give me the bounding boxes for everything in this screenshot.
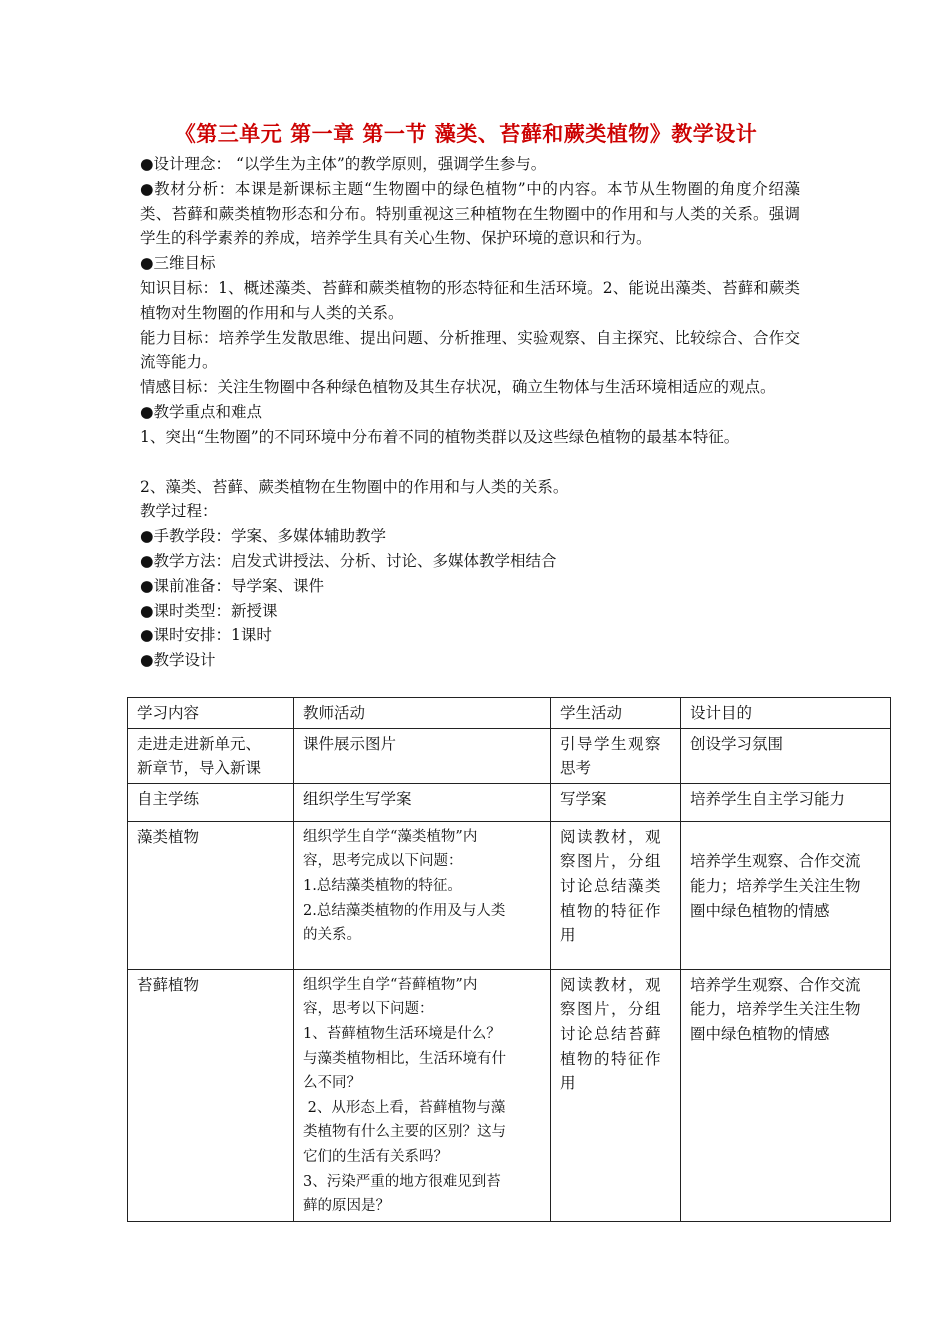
cell-line: 用 [560,1074,576,1093]
cell-content [128,728,294,783]
cell-line: 圈中绿色植物的情感 [690,1024,830,1043]
cell-line: 苔藓植物 [137,975,200,994]
cell-line: 组织学生自学“苔藓植物”内 [303,976,478,993]
header-purpose: 设计目的 [681,698,891,729]
three-dimensional-goals-heading: ●三维目标 [140,254,216,273]
cell-line: 察图片，分组 [560,852,663,871]
cell-teacher [294,821,551,969]
lesson-type: ●课时类型：新授课 [140,601,278,620]
table-row [128,728,891,783]
key-point-2: 2、藻类、苔藓、蕨类植物在生物圈中的作用和与人类的关系。 [140,477,569,496]
table-row [128,969,891,1221]
cell-line: 藻类植物 [137,827,200,846]
header-teacher: 教师活动 [294,698,551,729]
cell-line: 能力，培养学生关注生物 [690,1000,861,1019]
cell-line: 么不同？ [303,1075,361,1092]
document-title: 《第三单元 第一章 第一节 藻类、苔藓和蕨类植物》教学设计 [174,121,758,146]
cell-line: 能力；培养学生关注生物 [690,876,861,895]
cell-teacher [294,783,551,821]
cell-line: 新章节，导入新课 [137,759,262,778]
cell-line: 2、从形态上看，苔藓植物与藻 [303,1099,506,1116]
header-content: 学习内容 [128,698,294,729]
cell-line: 察图片，分组 [560,1000,663,1019]
teaching-process-heading: 教学过程： [140,502,218,521]
cell-line: 培养学生观察、合作交流 [690,852,861,871]
cell-line: 组织学生自学“藻类植物”内 [303,828,478,845]
cell-line: 用 [560,926,576,945]
cell-line: 类植物有什么主要的区别？这与 [303,1124,506,1141]
cell-line: 1.总结藻类植物的特征。 [303,877,462,894]
table-row [128,783,891,821]
cell-line: 植物的特征作 [560,901,663,920]
cell-line: 培养学生自主学习能力 [690,789,846,808]
header-student: 学生活动 [551,698,681,729]
cell-purpose [681,783,891,821]
cell-line: 的关系。 [303,927,361,944]
cell-line: 与藻类植物相比，生活环境有什 [303,1050,506,1067]
teaching-design-table [127,697,891,1222]
cell-purpose [681,821,891,969]
cell-line: 圈中绿色植物的情感 [690,901,830,920]
cell-line: 3、污染严重的地方很难见到苔 [303,1173,501,1190]
cell-line: 思考 [560,759,592,778]
cell-purpose [681,728,891,783]
cell-line: 讨论总结苔藓 [560,1024,663,1043]
material-analysis: ●教材分析：本课是新课标主题“生物圈中的绿色植物”中的内容。本节从生物圈的角度介绍藻类、苔藓和蕨类植物形态和分布。特别重视这三种植物在生物圈中的作用和与人类的关系。强调学生的科学素养的养成，培养学生具有关心生物、保护环境的意识和行为。 [140,179,800,248]
cell-line: 创设学习氛围 [690,734,784,753]
cell-line: 阅读教材，观 [560,827,663,846]
cell-student [551,728,681,783]
document-body [140,118,800,673]
cell-teacher [294,969,551,1221]
knowledge-goal: 知识目标：1、概述藻类、苔藓和蕨类植物的形态特征和生活环境。2、能说出藻类、苔藓和蕨类植物对生物圈的作用和与人类的关系。 [140,278,800,322]
cell-line: 容，思考完成以下问题： [303,853,463,870]
cell-teacher [294,728,551,783]
emotion-goal: 情感目标：关注生物圈中各种绿色植物及其生存状况，确立生物体与生活环境相适应的观点。 [140,378,776,397]
cell-line: 1、苔藓植物生活环境是什么？ [303,1025,501,1042]
lesson-hours: ●课时安排：1课时 [140,626,272,645]
cell-line: 容，思考以下问题： [303,1001,434,1018]
key-points-heading: ●教学重点和难点 [140,402,263,421]
cell-line: 阅读教材，观 [560,975,663,994]
ability-goal: 能力目标：培养学生发散思维、提出问题、分析推理、实验观察、自主探究、比较综合、合作交流等能力。 [140,328,800,372]
teaching-design-heading: ●教学设计 [140,651,216,670]
cell-line: 植物的特征作 [560,1049,663,1068]
cell-line: 课件展示图片 [303,734,397,753]
cell-line: 组织学生写学案 [303,789,412,808]
cell-purpose [681,969,891,1221]
cell-line: 讨论总结藻类 [560,876,663,895]
cell-student [551,969,681,1221]
cell-content [128,783,294,821]
table-header-row [128,698,891,729]
table-row [128,821,891,969]
cell-content [128,821,294,969]
cell-line: 自主学练 [137,789,200,808]
cell-student [551,783,681,821]
cell-line [690,825,881,850]
preparation: ●课前准备：导学案、课件 [140,576,325,595]
cell-content [128,969,294,1221]
teaching-methods: ●教学方法：启发式讲授法、分析、讨论、多媒体教学相结合 [140,551,557,570]
cell-line: 2.总结藻类植物的作用及与人类 [303,902,506,919]
cell-line: 它们的生活有关系吗？ [303,1148,448,1165]
cell-line: 引导学生观察 [560,734,663,753]
cell-student [551,821,681,969]
teaching-means: ●手教学段：学案、多媒体辅助教学 [140,527,387,546]
cell-line: 培养学生观察、合作交流 [690,975,861,994]
key-point-1: 1、突出“生物圈”的不同环境中分布着不同的植物类群以及这些绿色植物的最基本特征。 [140,427,740,446]
cell-line: 写学案 [560,789,607,808]
design-concept: ●设计理念： “以学生为主体”的教学原则，强调学生参与。 [140,155,547,173]
cell-line: 藓的原因是？ [303,1198,390,1215]
cell-line: 走进走进新单元、 [137,734,262,753]
